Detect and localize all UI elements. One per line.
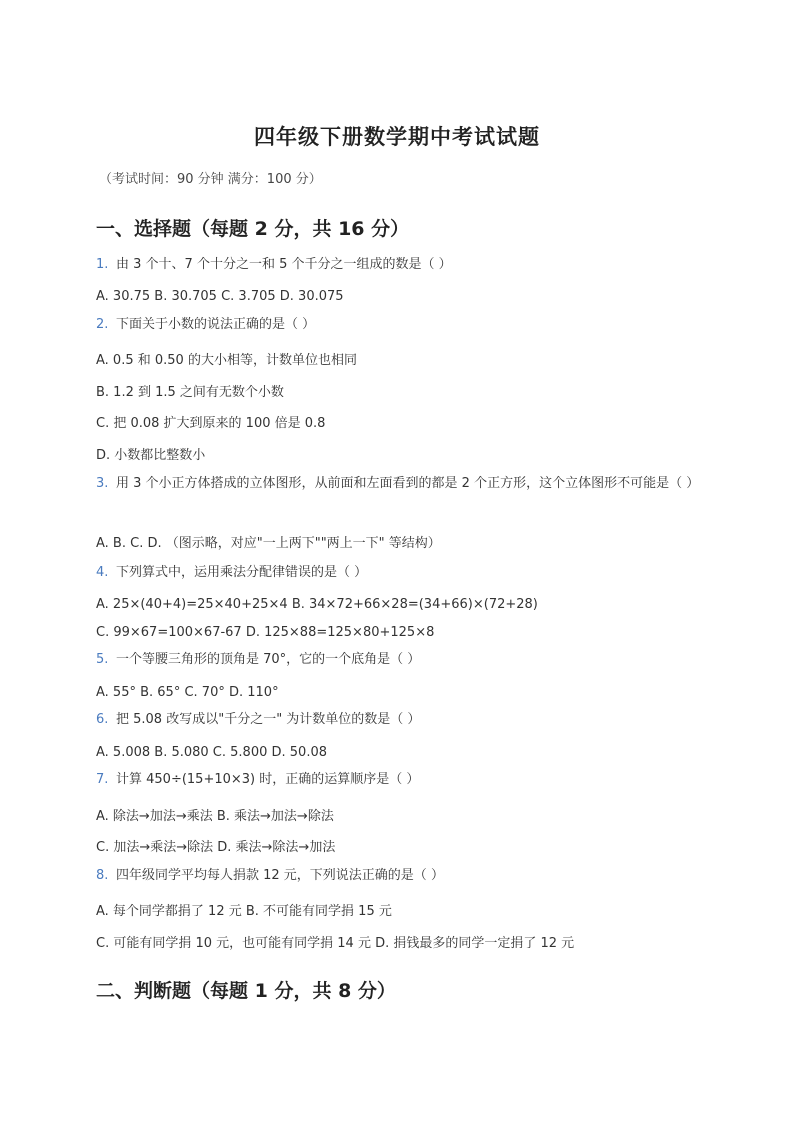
option-line: C. 把 0.08 扩大到原来的 100 倍是 0.8 <box>96 416 326 431</box>
question-7 <box>96 768 706 792</box>
question-number: 8. <box>96 868 109 883</box>
question-5-options: A. 55° B. 65° C. 70° D. 110° <box>96 685 279 700</box>
question-text: 四年级同学平均每人捐款 12 元，下列说法正确的是（ ） <box>116 868 444 883</box>
question-6-options: A. 5.008 B. 5.080 C. 5.800 D. 50.08 <box>96 745 327 760</box>
question-number: 1. <box>96 257 109 272</box>
option-line: D. 小数都比整数小 <box>96 448 206 463</box>
option-line: A. 0.5 和 0.50 的大小相等，计数单位也相同 <box>96 353 357 368</box>
question-text: 一个等腰三角形的顶角是 70°，它的一个底角是（ ） <box>116 652 421 667</box>
question-3-options: A. B. C. D. （图示略，对应"一上两下""两上一下" 等结构） <box>96 536 441 551</box>
page-title: 四年级下册数学期中考试试题 <box>254 125 540 149</box>
question-2 <box>96 313 706 337</box>
question-number: 7. <box>96 772 109 787</box>
option-line: C. 99×67=100×67-67 D. 125×88=125×80+125×8 <box>96 625 435 640</box>
question-number: 3. <box>96 476 109 491</box>
question-text: 把 5.08 改写成以"千分之一" 为计数单位的数是（ ） <box>116 712 421 727</box>
question-3 <box>96 472 706 496</box>
option-line: A. 每个同学都捐了 12 元 B. 不可能有同学捐 15 元 <box>96 904 392 919</box>
option-line: B. 1.2 到 1.5 之间有无数个小数 <box>96 385 284 400</box>
question-number: 5. <box>96 652 109 667</box>
option-line: C. 加法→乘法→除法 D. 乘法→除法→加法 <box>96 840 336 855</box>
option-line: A. 除法→加法→乘法 B. 乘法→加法→除法 <box>96 809 334 824</box>
question-text: 由 3 个十、7 个十分之一和 5 个千分之一组成的数是（ ） <box>116 257 452 272</box>
question-8 <box>96 864 706 888</box>
question-text: 下列算式中，运用乘法分配律错误的是（ ） <box>116 565 368 580</box>
question-5 <box>96 648 706 672</box>
question-1 <box>96 253 706 277</box>
question-text: 下面关于小数的说法正确的是（ ） <box>116 317 316 332</box>
question-4 <box>96 561 706 585</box>
question-number: 6. <box>96 712 109 727</box>
option-line: A. 25×(40+4)=25×40+25×4 B. 34×72+66×28=(34+66)×(72+28) <box>96 597 538 612</box>
exam-info: （考试时间：90 分钟 满分：100 分） <box>99 172 322 187</box>
question-1-options: A. 30.75 B. 30.705 C. 3.705 D. 30.075 <box>96 289 344 304</box>
question-number: 2. <box>96 317 109 332</box>
option-line: C. 可能有同学捐 10 元，也可能有同学捐 14 元 D. 捐钱最多的同学一定捐了 12 元 <box>96 936 575 951</box>
question-6 <box>96 708 706 732</box>
section-heading-choice: 一、选择题（每题 2 分，共 16 分） <box>96 218 410 240</box>
section-heading-judgment: 二、判断题（每题 1 分，共 8 分） <box>96 980 396 1002</box>
question-text: 计算 450÷(15+10×3) 时，正确的运算顺序是（ ） <box>116 772 420 787</box>
question-text: 用 3 个小正方体搭成的立体图形，从前面和左面看到的都是 2 个正方形，这个立体图形不可能是（ ） <box>116 476 700 491</box>
question-number: 4. <box>96 565 109 580</box>
